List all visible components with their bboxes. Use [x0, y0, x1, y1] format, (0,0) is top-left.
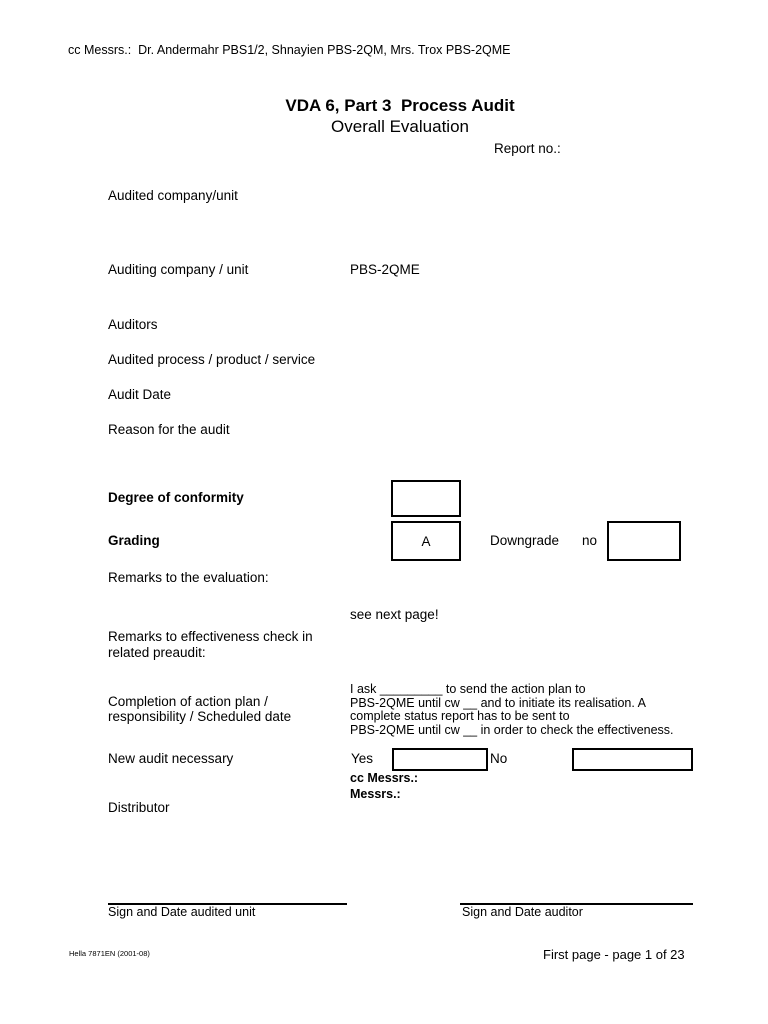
action-plan-text-line: PBS-2QME until cw __ and to initiate its realisation. A: [350, 696, 646, 710]
downgrade-label: Downgrade: [490, 533, 560, 548]
new-audit-yes-label: Yes: [351, 751, 374, 766]
downgrade-box: [607, 521, 681, 561]
distribution-messrs-label: Messrs.:: [350, 787, 401, 801]
distribution-cc-label: cc Messrs.:: [350, 771, 419, 785]
new-audit-yes-box: [392, 748, 488, 771]
grading-label: Grading: [108, 533, 160, 548]
footer-page-info: First page - page 1 of 23: [543, 947, 685, 962]
footer-form-code: Hella 7871EN (2001-08): [69, 949, 150, 958]
auditing-company-label: Auditing company / unit: [108, 262, 249, 277]
document-title: VDA 6, Part 3 Process Audit: [285, 96, 515, 115]
new-audit-no-label: No: [490, 751, 508, 766]
remarks-evaluation-value: see next page!: [350, 607, 439, 622]
remarks-evaluation-label: Remarks to the evaluation:: [108, 570, 269, 585]
document-subtitle: Overall Evaluation: [331, 117, 469, 136]
report-no-label: Report no.:: [494, 141, 561, 156]
action-plan-label-line: responsibility / Scheduled date: [108, 709, 292, 724]
remarks-effectiveness-label-line: Remarks to effectiveness check in: [108, 629, 313, 644]
auditing-company-value: PBS-2QME: [350, 262, 420, 277]
audit-date-label: Audit Date: [108, 387, 172, 402]
grading-box: [391, 521, 461, 561]
signature-label-auditor: Sign and Date auditor: [462, 905, 583, 919]
action-plan-text-line: PBS-2QME until cw __ in order to check the effectiveness.: [350, 723, 674, 737]
new-audit-label: New audit necessary: [108, 751, 234, 766]
downgrade-value: no: [582, 533, 598, 548]
remarks-effectiveness-label-line: related preaudit:: [108, 645, 206, 660]
degree-of-conformity-label: Degree of conformity: [108, 490, 244, 505]
signature-label-audited-unit: Sign and Date audited unit: [108, 905, 256, 919]
grading-value: A: [421, 533, 431, 549]
new-audit-no-box: [572, 748, 693, 771]
cc-recipients-line: cc Messrs.: Dr. Andermahr PBS1/2, Shnayien PBS-2QM, Mrs. Trox PBS-2QME: [68, 43, 511, 57]
action-plan-label-line: Completion of action plan /: [108, 694, 268, 709]
audited-company-label: Audited company/unit: [108, 188, 238, 203]
audit-reason-label: Reason for the audit: [108, 422, 230, 437]
audited-process-label: Audited process / product / service: [108, 352, 316, 367]
action-plan-text-line: complete status report has to be sent to: [350, 709, 570, 723]
distributor-label: Distributor: [108, 800, 170, 815]
degree-of-conformity-box: [391, 480, 461, 517]
auditors-label: Auditors: [108, 317, 158, 332]
action-plan-text-line: I ask _________ to send the action plan to: [350, 682, 586, 696]
